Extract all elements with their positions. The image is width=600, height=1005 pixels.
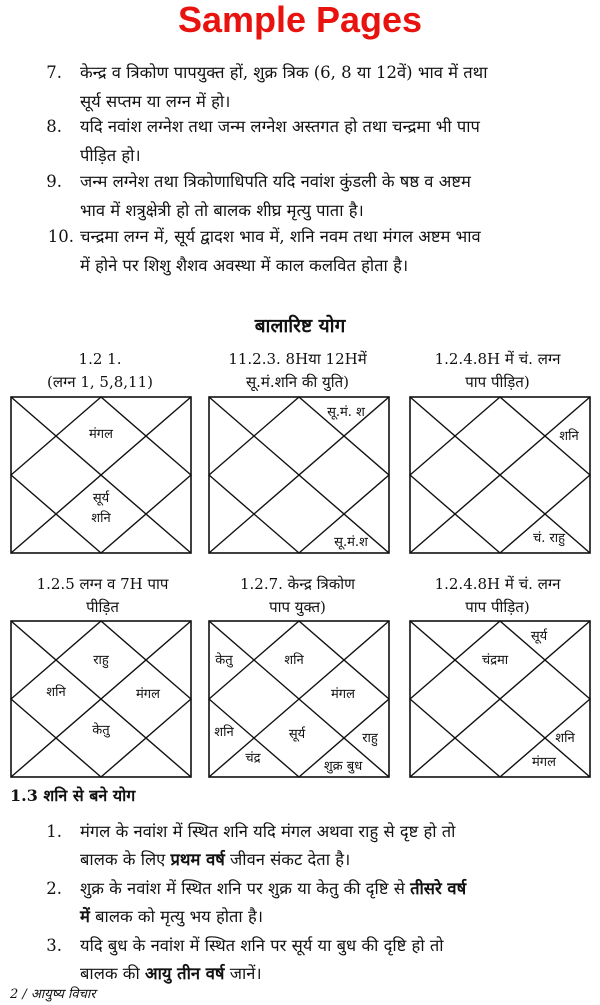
chart-planet-label: राहु bbox=[362, 731, 378, 746]
rule-number: 7. bbox=[46, 63, 62, 82]
chart-caption: 1.2.4.8H में चं. लग्न bbox=[434, 575, 561, 593]
rule-text: शुक्र के नवांश में स्थित शनि पर शुक्र या केतु की दृष्टि से तीसरे वर्ष bbox=[80, 879, 467, 898]
chart-caption: 1.2.7. केन्द्र त्रिकोण bbox=[239, 575, 355, 593]
rule-text: जन्म लग्नेश तथा त्रिकोणाधिपति यदि नवांश कुंडली के षष्ठ व अष्टम bbox=[80, 172, 471, 191]
rule-number: 8. bbox=[46, 117, 62, 136]
rule-number: 1. bbox=[46, 822, 62, 841]
rule-number: 9. bbox=[46, 172, 62, 191]
chart-planet-label: शनि bbox=[91, 511, 111, 526]
rule-text: में होने पर शिशु शैशव अवस्था में काल कलवित होता है। bbox=[80, 256, 409, 275]
chart-planet-label: मंगल bbox=[532, 755, 556, 770]
rule-number: 3. bbox=[46, 936, 62, 955]
chart-planet-label: चंद्र bbox=[245, 751, 261, 766]
chart-caption: 1.2.4.8H में चं. लग्न bbox=[434, 350, 561, 368]
rule-text: यदि नवांश लग्नेश तथा जन्म लग्नेश अस्तगत हो तथा चन्द्रमा भी पाप bbox=[80, 117, 480, 136]
chart-planet-label: चंद्रमा bbox=[481, 653, 509, 668]
chart-planet-label: शनि bbox=[214, 725, 234, 740]
rule-text: मंगल के नवांश में स्थित शनि यदि मंगल अथवा राहु से दृष्ट हो तो bbox=[80, 822, 456, 841]
sample-pages-banner: Sample Pages bbox=[177, 0, 423, 40]
chart-planet-label: शनि bbox=[559, 429, 579, 444]
rule-text: बालक की आयु तीन वर्ष जानें। bbox=[80, 964, 262, 983]
chart-caption: 1.2.5 लग्न व 7H पाप bbox=[36, 575, 169, 593]
rule-text: सूर्य सप्तम या लग्न में हो। bbox=[80, 92, 231, 111]
chart-caption: पाप युक्त) bbox=[269, 598, 326, 616]
chart-planet-label: मंगल bbox=[89, 427, 113, 442]
emphasis-text: प्रथम वर्ष bbox=[170, 850, 225, 869]
rule-number: 10. bbox=[47, 227, 74, 246]
chart-planet-label: सू.मं.श bbox=[334, 535, 368, 550]
chart-caption: 1.2 1. bbox=[78, 350, 122, 368]
page-footer: 2 / आयुष्य विचार bbox=[10, 987, 96, 1002]
chart-caption: 11.2.3. 8Hया 12Hमें bbox=[228, 350, 367, 368]
rule-text: यदि बुध के नवांश में स्थित शनि पर सूर्य या बुध की दृष्टि हो तो bbox=[80, 936, 444, 955]
kundli-chart-1 bbox=[10, 396, 192, 554]
kundli-chart-2 bbox=[208, 396, 390, 554]
chart-planet-label: शनि bbox=[46, 685, 66, 700]
rule-text: बालक के लिए प्रथम वर्ष जीवन संकट देता है। bbox=[80, 850, 351, 869]
emphasis-text: आयु तीन वर्ष bbox=[145, 964, 225, 983]
chart-planet-label: मंगल bbox=[136, 687, 160, 702]
chart-caption: सू.मं.शनि की युति) bbox=[246, 373, 349, 391]
rule-text: में बालक को मृत्यु भय होता है। bbox=[80, 907, 263, 926]
chart-planet-label: शुक्र बुध bbox=[323, 759, 363, 774]
chart-planet-label: शनि bbox=[284, 653, 304, 668]
chart-planet-label: सूर्य bbox=[530, 629, 548, 644]
kundli-chart-4 bbox=[10, 620, 192, 778]
chart-planet-label: केतु bbox=[92, 723, 110, 738]
chart-caption: पीड़ित bbox=[86, 598, 119, 616]
chart-planet-label: केतु bbox=[215, 653, 233, 668]
chart-caption: (लग्न 1, 5,8,11) bbox=[47, 373, 153, 391]
chart-planet-label: मंगल bbox=[331, 687, 355, 702]
chart-planet-label: शनि bbox=[555, 731, 575, 746]
chart-planet-label: राहु bbox=[93, 653, 109, 668]
chart-caption: पाप पीड़ित) bbox=[465, 373, 530, 391]
chart-planet-label: सूर्य bbox=[92, 491, 110, 506]
rule-text: पीड़ित हो। bbox=[80, 146, 141, 165]
kundli-chart-3 bbox=[409, 396, 591, 554]
chart-planet-label: सू.मं. श bbox=[327, 405, 365, 420]
rule-text: चन्द्रमा लग्न में, सूर्य द्वादश भाव में, शनि नवम तथा मंगल अष्टम भाव bbox=[80, 227, 481, 246]
kundli-chart-6 bbox=[409, 620, 591, 778]
kundli-chart-5 bbox=[208, 620, 390, 778]
rule-text: केन्द्र व त्रिकोण पापयुक्त हों, शुक्र त्रिक (6, 8 या 12वें) भाव में तथा bbox=[80, 63, 488, 82]
chart-planet-label: सूर्य bbox=[288, 727, 306, 742]
emphasis-text: तीसरे वर्ष bbox=[410, 879, 467, 898]
rule-number: 2. bbox=[46, 879, 62, 898]
chart-caption: पाप पीड़ित) bbox=[465, 598, 530, 616]
section-heading: बालारिष्ट योग bbox=[254, 315, 346, 337]
sub-heading: 1.3 शनि से बने योग bbox=[10, 786, 136, 805]
rule-text: भाव में शत्रुक्षेत्री हो तो बालक शीघ्र मृत्यु पाता है। bbox=[80, 201, 364, 220]
chart-planet-label: चं. राहु bbox=[532, 531, 566, 546]
